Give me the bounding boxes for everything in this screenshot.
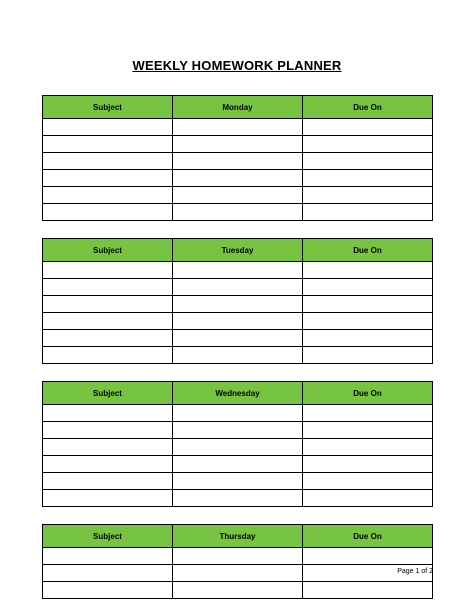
assignment-cell[interactable]	[173, 456, 303, 473]
table-row	[43, 330, 433, 347]
table-row	[43, 187, 433, 204]
assignment-cell[interactable]	[173, 439, 303, 456]
due-on-cell[interactable]	[303, 347, 433, 364]
subject-cell[interactable]	[43, 548, 173, 565]
subject-cell[interactable]	[43, 170, 173, 187]
subject-header: Subject	[43, 525, 173, 548]
subject-cell[interactable]	[43, 565, 173, 582]
table-row	[43, 422, 433, 439]
subject-cell[interactable]	[43, 473, 173, 490]
due-on-header: Due On	[303, 96, 433, 119]
table-row	[43, 456, 433, 473]
assignment-cell[interactable]	[173, 170, 303, 187]
assignment-cell[interactable]	[173, 490, 303, 507]
due-on-cell[interactable]	[303, 296, 433, 313]
subject-cell[interactable]	[43, 422, 173, 439]
subject-cell[interactable]	[43, 136, 173, 153]
subject-cell[interactable]	[43, 119, 173, 136]
table-row	[43, 405, 433, 422]
subject-cell[interactable]	[43, 439, 173, 456]
subject-header: Subject	[43, 96, 173, 119]
day-header-thursday: Thursday	[173, 525, 303, 548]
due-on-cell[interactable]	[303, 422, 433, 439]
thursday-table	[42, 524, 433, 599]
subject-cell[interactable]	[43, 582, 173, 599]
subject-cell[interactable]	[43, 296, 173, 313]
table-row	[43, 296, 433, 313]
assignment-cell[interactable]	[173, 330, 303, 347]
assignment-cell[interactable]	[173, 153, 303, 170]
due-on-cell[interactable]	[303, 582, 433, 599]
planner-tables	[42, 95, 432, 616]
subject-header: Subject	[43, 382, 173, 405]
table-row	[43, 119, 433, 136]
table-header-row	[43, 239, 433, 262]
page-number: Page 1 of 2	[397, 568, 433, 575]
day-header-wednesday: Wednesday	[173, 382, 303, 405]
day-header-monday: Monday	[173, 96, 303, 119]
assignment-cell[interactable]	[173, 347, 303, 364]
table-header-row	[43, 96, 433, 119]
due-on-cell[interactable]	[303, 439, 433, 456]
due-on-cell[interactable]	[303, 187, 433, 204]
assignment-cell[interactable]	[173, 565, 303, 582]
due-on-header: Due On	[303, 525, 433, 548]
assignment-cell[interactable]	[173, 473, 303, 490]
table-row	[43, 439, 433, 456]
due-on-cell[interactable]	[303, 490, 433, 507]
table-row	[43, 347, 433, 364]
assignment-cell[interactable]	[173, 296, 303, 313]
assignment-cell[interactable]	[173, 313, 303, 330]
subject-cell[interactable]	[43, 262, 173, 279]
subject-cell[interactable]	[43, 330, 173, 347]
table-row	[43, 204, 433, 221]
page-title: WEEKLY HOMEWORK PLANNER	[132, 58, 342, 73]
monday-table	[42, 95, 433, 221]
table-row	[43, 262, 433, 279]
due-on-cell[interactable]	[303, 330, 433, 347]
due-on-cell[interactable]	[303, 153, 433, 170]
due-on-cell[interactable]	[303, 136, 433, 153]
assignment-cell[interactable]	[173, 262, 303, 279]
tuesday-table	[42, 238, 433, 364]
due-on-cell[interactable]	[303, 204, 433, 221]
assignment-cell[interactable]	[173, 204, 303, 221]
due-on-cell[interactable]	[303, 313, 433, 330]
table-row	[43, 153, 433, 170]
table-header-row	[43, 382, 433, 405]
subject-cell[interactable]	[43, 456, 173, 473]
table-row	[43, 548, 433, 565]
assignment-cell[interactable]	[173, 119, 303, 136]
assignment-cell[interactable]	[173, 582, 303, 599]
table-row	[43, 582, 433, 599]
assignment-cell[interactable]	[173, 548, 303, 565]
subject-cell[interactable]	[43, 313, 173, 330]
subject-cell[interactable]	[43, 279, 173, 296]
due-on-cell[interactable]	[303, 262, 433, 279]
subject-header: Subject	[43, 239, 173, 262]
assignment-cell[interactable]	[173, 405, 303, 422]
table-row	[43, 473, 433, 490]
due-on-cell[interactable]	[303, 119, 433, 136]
subject-cell[interactable]	[43, 347, 173, 364]
subject-cell[interactable]	[43, 204, 173, 221]
assignment-cell[interactable]	[173, 136, 303, 153]
due-on-cell[interactable]	[303, 279, 433, 296]
assignment-cell[interactable]	[173, 279, 303, 296]
wednesday-table	[42, 381, 433, 507]
due-on-header: Due On	[303, 239, 433, 262]
assignment-cell[interactable]	[173, 422, 303, 439]
due-on-cell[interactable]	[303, 170, 433, 187]
table-row	[43, 170, 433, 187]
table-header-row	[43, 525, 433, 548]
subject-cell[interactable]	[43, 405, 173, 422]
table-row	[43, 136, 433, 153]
due-on-cell[interactable]	[303, 405, 433, 422]
table-row	[43, 490, 433, 507]
subject-cell[interactable]	[43, 153, 173, 170]
table-row	[43, 279, 433, 296]
subject-cell[interactable]	[43, 490, 173, 507]
due-on-header: Due On	[303, 382, 433, 405]
table-row	[43, 565, 433, 582]
table-row	[43, 313, 433, 330]
subject-cell[interactable]	[43, 187, 173, 204]
due-on-cell[interactable]	[303, 548, 433, 565]
due-on-cell[interactable]	[303, 473, 433, 490]
due-on-cell[interactable]	[303, 456, 433, 473]
assignment-cell[interactable]	[173, 187, 303, 204]
day-header-tuesday: Tuesday	[173, 239, 303, 262]
